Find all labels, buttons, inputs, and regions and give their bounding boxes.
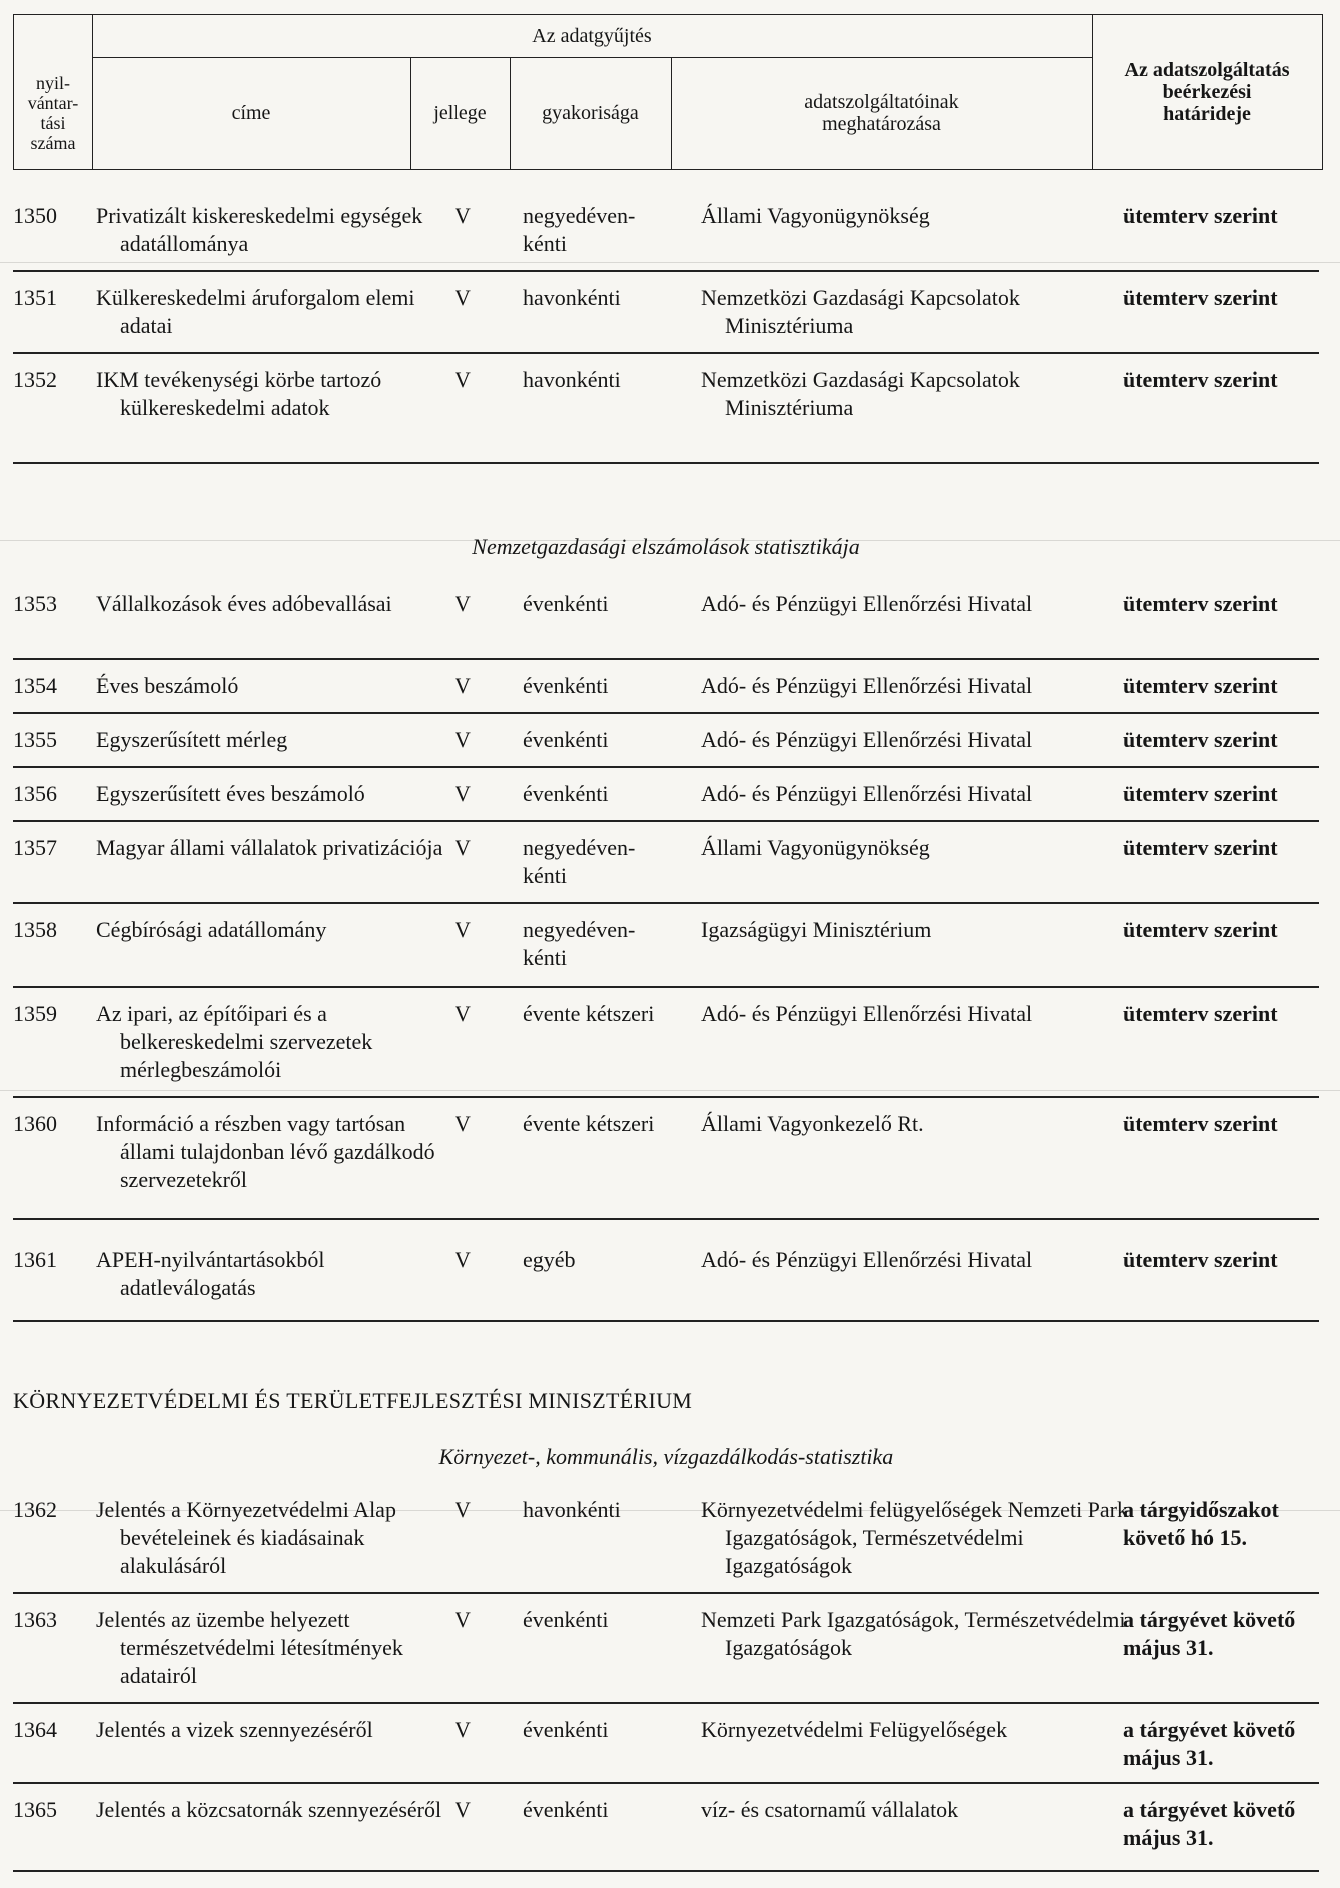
row-title: Jelentés a vizek szennyezéséről <box>96 1717 373 1742</box>
row-frequency: negyedéven- kénti <box>523 835 636 888</box>
row-deadline: ütemterv szerint <box>1123 835 1278 860</box>
row-providers: Igazságügyi Minisztérium <box>701 917 932 942</box>
row-nature: V <box>455 591 471 616</box>
row-deadline: ütemterv szerint <box>1123 203 1278 228</box>
row-number: 1355 <box>13 727 57 752</box>
row-deadline: ütemterv szerint <box>1123 917 1278 942</box>
row-providers: Adó- és Pénzügyi Ellenőrzési Hivatal <box>701 1247 1033 1272</box>
row-frequency: negyedéven- kénti <box>523 917 636 970</box>
row-divider <box>13 1592 1319 1594</box>
row-deadline: ütemterv szerint <box>1123 285 1278 310</box>
row-title: Információ a részben vagy tartósan állami tulajdonban lévő gazdálkodó szervezetekről <box>96 1111 435 1192</box>
row-title: Jelentés a közcsatornák szennyezéséről <box>96 1797 442 1822</box>
row-divider <box>13 1320 1319 1322</box>
row-title: Vállalkozások éves adóbevallásai <box>96 591 392 616</box>
row-deadline: a tárgyévet követő május 31. <box>1123 1607 1296 1660</box>
row-providers: Állami Vagyonügynökség <box>701 203 930 228</box>
row-frequency: évenkénti <box>523 591 609 616</box>
row-title: Privatizált kiskereskedelmi egységek adatállománya <box>96 203 423 256</box>
row-deadline: ütemterv szerint <box>1123 1111 1278 1136</box>
row-frequency: évente kétszeri <box>523 1111 655 1136</box>
row-deadline: ütemterv szerint <box>1123 781 1278 806</box>
row-number: 1356 <box>13 781 57 806</box>
header-col-deadline: Az adatszolgáltatás beérkezési határideje <box>1124 59 1290 125</box>
row-frequency: évenkénti <box>523 1717 609 1742</box>
row-divider <box>13 270 1319 272</box>
row-title: IKM tevékenységi körbe tartozó külkereskedelmi adatok <box>96 367 382 420</box>
header-col-number: nyil- vántar- tási száma <box>27 73 79 153</box>
row-number: 1364 <box>13 1717 57 1742</box>
row-nature: V <box>455 1497 471 1522</box>
row-nature: V <box>455 1111 471 1136</box>
row-title: Egyszerűsített éves beszámoló <box>96 781 365 806</box>
row-number: 1350 <box>13 203 57 228</box>
row-nature: V <box>455 1607 471 1632</box>
row-nature: V <box>455 727 471 752</box>
row-providers: Adó- és Pénzügyi Ellenőrzési Hivatal <box>701 781 1033 806</box>
row-nature: V <box>455 1797 471 1822</box>
row-deadline: ütemterv szerint <box>1123 591 1278 616</box>
row-divider <box>13 352 1319 354</box>
row-title: Magyar állami vállalatok privatizációja <box>96 835 443 860</box>
row-divider <box>13 712 1319 714</box>
row-divider <box>13 1218 1319 1220</box>
row-divider <box>13 1096 1319 1098</box>
row-deadline: a tárgyévet követő május 31. <box>1123 1797 1296 1850</box>
row-number: 1365 <box>13 1797 57 1822</box>
row-deadline: a tárgyévet követő május 31. <box>1123 1717 1296 1770</box>
row-number: 1358 <box>13 917 57 942</box>
row-title: Jelentés az üzembe helyezett természetvédelmi létesítmények adatairól <box>96 1607 403 1688</box>
row-divider <box>13 1702 1319 1704</box>
row-number: 1357 <box>13 835 57 860</box>
row-deadline: a tárgyidőszakot követő hó 15. <box>1123 1497 1279 1550</box>
row-divider <box>13 462 1319 464</box>
row-nature: V <box>455 203 471 228</box>
row-providers: Nemzeti Park Igazgatóságok, Természetvédelmi Igazgatóságok <box>701 1607 1126 1660</box>
row-divider <box>13 1782 1319 1784</box>
row-providers: Adó- és Pénzügyi Ellenőrzési Hivatal <box>701 1001 1033 1026</box>
row-providers: Adó- és Pénzügyi Ellenőrzési Hivatal <box>701 727 1033 752</box>
bleed-line <box>0 1090 1340 1091</box>
row-number: 1353 <box>13 591 57 616</box>
row-frequency: egyéb <box>523 1247 576 1272</box>
row-frequency: évenkénti <box>523 727 609 752</box>
header-col-title: címe <box>231 102 271 124</box>
section-title: Környezet-, kommunális, vízgazdálkodás-statisztika <box>438 1444 894 1469</box>
row-nature: V <box>455 367 471 392</box>
row-frequency: évente kétszeri <box>523 1001 655 1026</box>
row-providers: Adó- és Pénzügyi Ellenőrzési Hivatal <box>701 673 1033 698</box>
row-number: 1362 <box>13 1497 57 1522</box>
row-title: Külkereskedelmi áruforgalom elemi adatai <box>96 285 415 338</box>
header-col-frequency: gyakorisága <box>542 102 639 124</box>
row-divider <box>13 820 1319 822</box>
row-frequency: évenkénti <box>523 1607 609 1632</box>
row-divider <box>13 766 1319 768</box>
row-nature: V <box>455 285 471 310</box>
row-nature: V <box>455 781 471 806</box>
row-number: 1359 <box>13 1001 57 1026</box>
row-deadline: ütemterv szerint <box>1123 727 1278 752</box>
row-frequency: évenkénti <box>523 781 609 806</box>
row-title: Éves beszámoló <box>96 673 239 698</box>
row-divider <box>13 986 1319 988</box>
row-number: 1351 <box>13 285 57 310</box>
row-providers: Adó- és Pénzügyi Ellenőrzési Hivatal <box>701 591 1033 616</box>
row-providers: víz- és csatornamű vállalatok <box>701 1797 959 1822</box>
row-frequency: évenkénti <box>523 1797 609 1822</box>
row-providers: Állami Vagyonkezelő Rt. <box>701 1111 924 1136</box>
row-divider <box>13 658 1319 660</box>
row-number: 1354 <box>13 673 57 698</box>
row-providers: Állami Vagyonügynökség <box>701 835 930 860</box>
row-providers: Környezetvédelmi Felügyelőségek <box>701 1717 1008 1742</box>
row-title: Egyszerűsített mérleg <box>96 727 288 752</box>
section-title: Nemzetgazdasági elszámolások statisztikája <box>472 534 860 559</box>
bleed-line <box>0 262 1340 263</box>
row-frequency: havonkénti <box>523 1497 621 1522</box>
row-frequency: évenkénti <box>523 673 609 698</box>
row-deadline: ütemterv szerint <box>1123 1247 1278 1272</box>
row-title: Cégbírósági adatállomány <box>96 917 327 942</box>
table-header <box>13 14 1323 170</box>
row-deadline: ütemterv szerint <box>1123 673 1278 698</box>
row-number: 1363 <box>13 1607 57 1632</box>
header-col-nature: jellege <box>433 102 487 124</box>
row-divider <box>13 1870 1319 1872</box>
row-number: 1360 <box>13 1111 57 1136</box>
row-nature: V <box>455 835 471 860</box>
row-frequency: havonkénti <box>523 285 621 310</box>
row-providers: Környezetvédelmi felügyelőségek Nemzeti Park Igazgatóságok, Természetvédelmi Igazgatóságok <box>701 1497 1129 1578</box>
row-number: 1352 <box>13 367 57 392</box>
row-nature: V <box>455 917 471 942</box>
row-nature: V <box>455 1001 471 1026</box>
row-frequency: havonkénti <box>523 367 621 392</box>
row-title: Jelentés a Környezetvédelmi Alap bevételeinek és kiadásainak alakulásáról <box>96 1497 396 1578</box>
row-title: Az ipari, az építőipari és a belkereskedelmi szervezetek mérlegbeszámolói <box>96 1001 373 1082</box>
row-divider <box>13 902 1319 904</box>
row-providers: Nemzetközi Gazdasági Kapcsolatok Minisztériuma <box>701 285 1020 338</box>
row-title: APEH-nyilvántartásokból adatleválogatás <box>96 1247 325 1300</box>
header-group-label: Az adatgyűjtés <box>532 25 652 47</box>
row-nature: V <box>455 1247 471 1272</box>
row-number: 1361 <box>13 1247 57 1272</box>
row-deadline: ütemterv szerint <box>1123 367 1278 392</box>
header-col-providers: adatszolgáltatóinak meghatározása <box>804 91 959 135</box>
row-nature: V <box>455 673 471 698</box>
row-deadline: ütemterv szerint <box>1123 1001 1278 1026</box>
ministry-heading: KÖRNYEZETVÉDELMI ÉS TERÜLETFEJLESZTÉSI MINISZTÉRIUM <box>13 1388 693 1413</box>
row-frequency: negyedéven- kénti <box>523 203 636 256</box>
row-providers: Nemzetközi Gazdasági Kapcsolatok Minisztériuma <box>701 367 1020 420</box>
row-nature: V <box>455 1717 471 1742</box>
